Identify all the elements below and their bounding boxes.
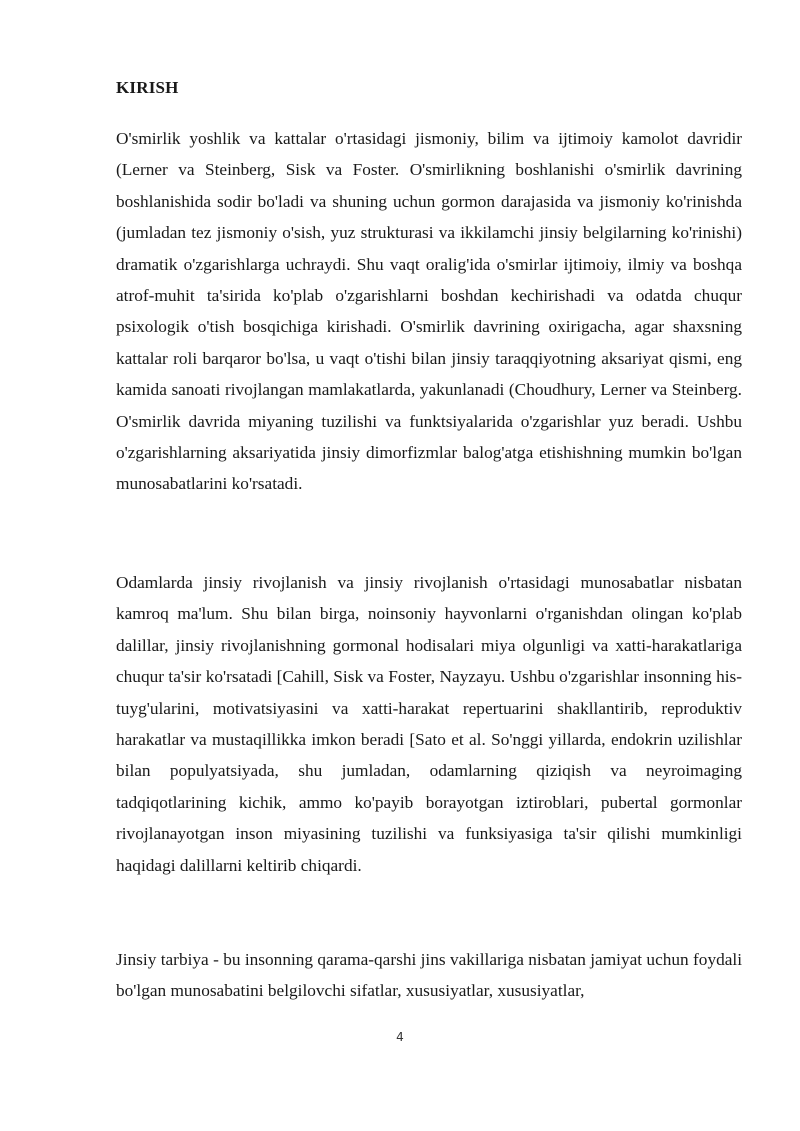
paragraph-3: Jinsiy tarbiya - bu insonning qarama-qarshi jins vakillariga nisbatan jamiyat uchun foydali bo'lgan munosabatini belgilovchi sifatlar, xususiyatlar, xususiyatlar, bbox=[116, 950, 742, 1001]
paragraph-1: O'smirlik yoshlik va kattalar o'rtasidagi jismoniy, bilim va ijtimoiy kamolot davridir (Lerner va Steinberg, Sisk va Foster. O'smirlikning boshlanishi o'smirlik davrining boshlanishida sodir bo'ladi va shuning uchun gormon darajasida va jismoniy ko'rinishda (jumladan tez jismoniy o'sish, yuz strukturasi va ikkilamchi jinsiy belgilarning ko'rinishi) dramatik o'zgarishlarga uchraydi. Shu vaqt oralig'ida o'smirlar ijtimoiy, ilmiy va boshqa atrof-muhit ta'sirida ko'plab o'zgarishlarni boshdan kechirishadi va odatda chuqur psixologik o'tish bosqichiga kirishadi. O'smirlik davrining oxirigacha, agar shaxsning kattalar roli barqaror bo'lsa, u vaqt o'tishi bilan jinsiy taraqqiyotning aksariyat qismi, eng kamida sanoati rivojlangan mamlakatlarda, yakunlanadi (Choudhury, Lerner va Steinberg. O'smirlik davrida miyaning tuzilishi va funktsiyalarida o'zgarishlar yuz beradi. Ushbu o'zgarishlarning aksariyatida jinsiy dimorfizmlar balog'atga etishishning mumkin bo'lgan munosabatlarini ko'rsatadi. bbox=[116, 129, 742, 494]
section-heading: KIRISH bbox=[116, 78, 179, 97]
paragraph-2: Odamlarda jinsiy rivojlanish va jinsiy rivojlanish o'rtasidagi munosabatlar nisbatan kamroq ma'lum. Shu bilan birga, noinsoniy hayvonlarni o'rganishdan olingan ko'plab dalillar, jinsiy rivojlanishning gormonal hodisalari miya olgunligi va xatti-harakatlariga chuqur ta'sir ko'rsatadi [Cahill, Sisk va Foster, Nayzayu. Ushbu o'zgarishlar insonning his-tuyg'ularini, motivatsiyasini va xatti-harakat repertuarini shakllantirib, reproduktiv harakatlar va mustaqillikka imkon beradi [Sato et al. So'nggi yillarda, endokrin uzilishlar bilan populyatsiyada, shu jumladan, odamlarning qiziqish va neyroimaging tadqiqotlarining kichik, ammo ko'payib borayotgan iztiroblari, pubertal gormonlar rivojlanayotgan inson miyasining tuzilishi va funksiyasiga ta'sir qilishi mumkinligi haqidagi dalillarni keltirib chiqardi. bbox=[116, 573, 742, 875]
page-number: 4 bbox=[396, 1030, 404, 1044]
